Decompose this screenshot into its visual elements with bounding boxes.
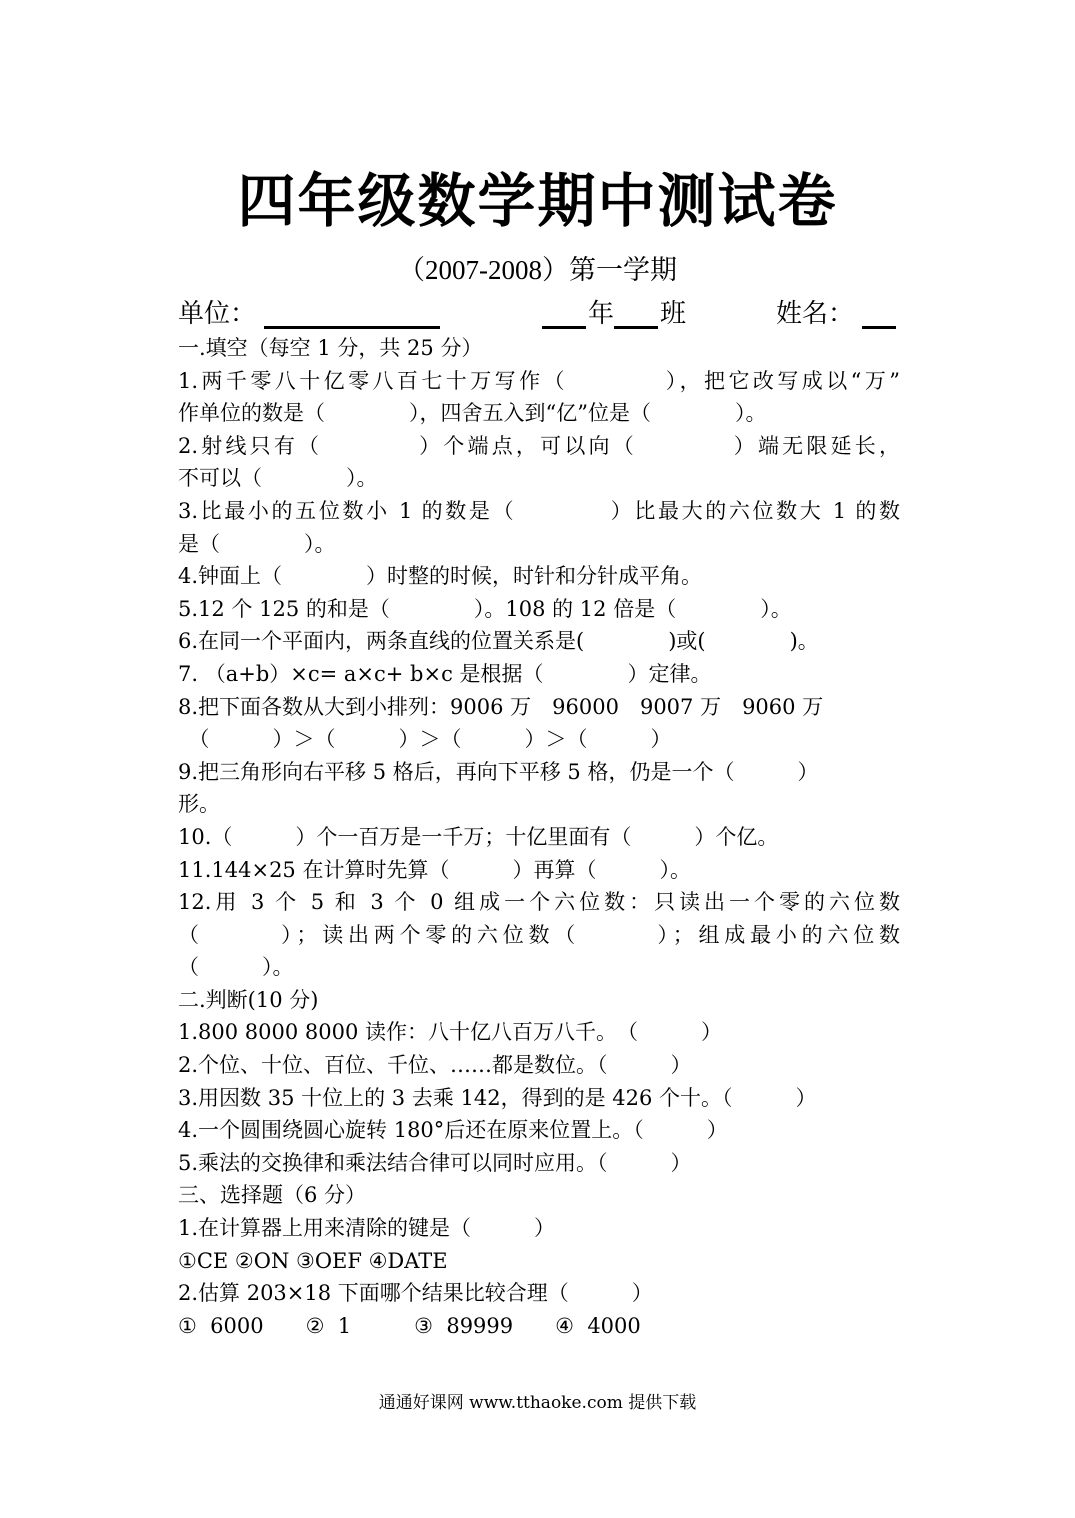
question-line: 8.把下面各数从大到小排列：9006 万 96000 9007 万 9060 万 xyxy=(178,694,824,719)
question-line: 1.两千零八十亿零八百七十万写作（ ），把它改写成以“万” xyxy=(178,368,900,393)
question-line: （ ）；读出两个零的六位数（ ）；组成最小的六位数 xyxy=(178,922,900,947)
question-line: 是（ ）。 xyxy=(178,531,336,556)
question-line: 12.用 3 个 5 和 3 个 0 组成一个六位数：只读出一个零的六位数 xyxy=(178,890,900,915)
exam-content xyxy=(178,332,900,1342)
question-line: 4.钟面上（ ）时整的时候，时针和分针成平角。 xyxy=(178,564,703,589)
class-label: 班 xyxy=(660,299,687,329)
student-info-row xyxy=(178,296,898,332)
question-line: 2.估算 203×18 下面哪个结果比较合理（ ） xyxy=(178,1281,653,1306)
question-line: 不可以（ ）。 xyxy=(178,466,378,491)
question-line: 形。 xyxy=(178,792,220,817)
question-line: 5.乘法的交换律和乘法结合律可以同时应用。（ ） xyxy=(178,1150,692,1175)
question-line: 10.（ ）个一百万是一千万；十亿里面有（ ）个亿。 xyxy=(178,824,779,849)
question-line: 11.144×25 在计算时先算（ ）再算（ ）。 xyxy=(178,857,691,882)
question-line: 7. （a+b）×c= a×c+ b×c 是根据（ ）定律。 xyxy=(178,661,712,686)
question-line: 2.射线只有（ ）个端点，可以向（ ）端无限延长， xyxy=(178,433,900,458)
section-heading: 三、选择题（6 分） xyxy=(178,1183,367,1208)
name-label: 姓名： xyxy=(776,299,855,329)
question-options: ①CE ②ON ③OEF ④DATE xyxy=(178,1248,448,1273)
question-line: （ ）。 xyxy=(178,955,294,980)
question-line: （ ）＞（ ）＞（ ）＞（ ） xyxy=(178,727,672,752)
unit-label: 单位： xyxy=(178,299,257,329)
section-heading: 一.填空（每空 1 分，共 25 分） xyxy=(178,336,483,360)
question-line: 5.12 个 125 的和是（ ）。108 的 12 倍是（ ）。 xyxy=(178,596,792,621)
question-line: 1.800 8000 8000 读作：八十亿八百万八千。 （ ） xyxy=(178,1020,723,1045)
question-line: 1.在计算器上用来清除的键是（ ） xyxy=(178,1216,556,1241)
question-line: 3.用因数 35 十位上的 3 去乘 142，得到的是 426 个十。（ ） xyxy=(178,1085,817,1110)
question-line: 2.个位、十位、百位、千位、……都是数位。（ ） xyxy=(178,1053,692,1078)
footer-credit: 通通好课网 www.tthaoke.com 提供下载 xyxy=(378,1393,697,1413)
grade-label: 年 xyxy=(588,299,615,329)
exam-subtitle: （2007-2008）第一学期 xyxy=(398,255,677,285)
question-line: 作单位的数是（ ），四舍五入到“亿”位是（ ）。 xyxy=(178,401,767,426)
question-line: 3.比最小的五位数小 1 的数是（ ）比最大的六位数大 1 的数 xyxy=(178,498,900,523)
section-heading: 二.判断(10 分) xyxy=(178,987,319,1012)
exam-title: 四年级数学期中测试卷 xyxy=(237,167,838,235)
question-options: ① 6000 ② 1 ③ 89999 ④ 4000 xyxy=(178,1313,641,1338)
question-line: 4.一个圆围绕圆心旋转 180°后还在原来位置上。（ ） xyxy=(178,1118,728,1143)
question-line: 6.在同一个平面内，两条直线的位置关系是( )或( )。 xyxy=(178,629,819,654)
question-line: 9.把三角形向右平移 5 格后，再向下平移 5 格，仍是一个（ ） xyxy=(178,759,819,784)
